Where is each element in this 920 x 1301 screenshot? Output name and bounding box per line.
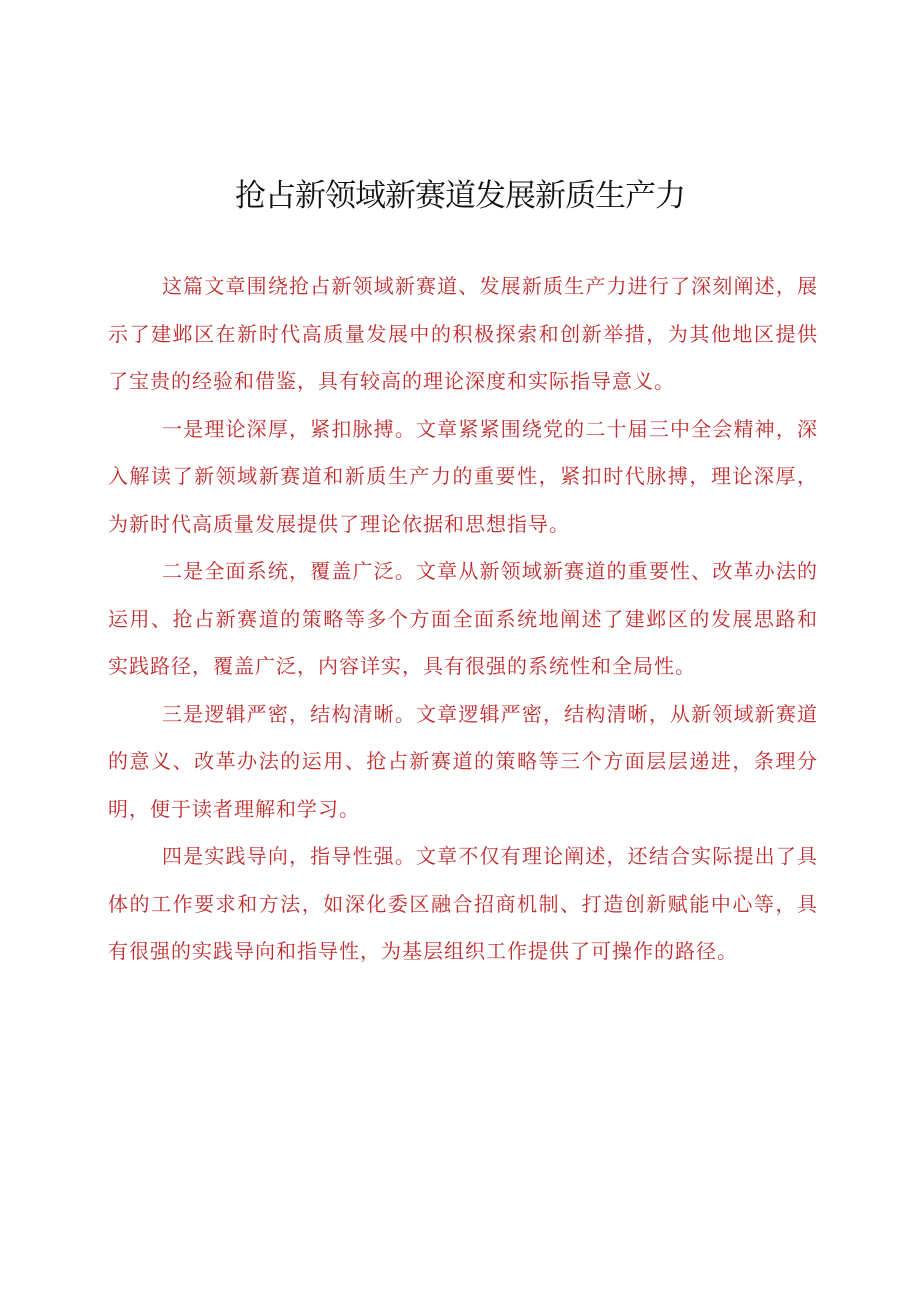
paragraph-point-2: 二是全面系统，覆盖广泛。文章从新领域新赛道的重要性、改革办法的运用、抢占新赛道的策略等多个方面全面系统地阐述了建邺区的发展思路和实践路径，覆盖广泛，内容详实，具有很强的系统性和全局性。: [108, 559, 818, 678]
paragraph-point-4: 四是实践导向，指导性强。文章不仅有理论阐述，还结合实际提出了具体的工作要求和方法，如深化委区融合招商机制、打造创新赋能中心等，具有很强的实践导向和指导性，为基层组织工作提供了可操作的路径。: [108, 844, 818, 963]
paragraph-point-3: 三是逻辑严密，结构清晰。文章逻辑严密，结构清晰，从新领域新赛道的意义、改革办法的运用、抢占新赛道的策略等三个方面层层递进，条理分明，便于读者理解和学习。: [108, 701, 818, 821]
document-body: [108, 263, 818, 976]
paragraph-point-1: 一是理论深厚，紧扣脉搏。文章紧紧围绕党的二十届三中全会精神，深入解读了新领域新赛道和新质生产力的重要性，紧扣时代脉搏，理论深厚，为新时代高质量发展提供了理论依据和思想指导。: [108, 416, 818, 536]
document-title: 抢占新领域新赛道发展新质生产力: [235, 178, 685, 214]
paragraph-intro: 这篇文章围绕抢占新领域新赛道、发展新质生产力进行了深刻阐述，展示了建邺区在新时代高质量发展中的积极探索和创新举措，为其他地区提供了宝贵的经验和借鉴，具有较高的理论深度和实际指导意义。: [108, 274, 818, 393]
